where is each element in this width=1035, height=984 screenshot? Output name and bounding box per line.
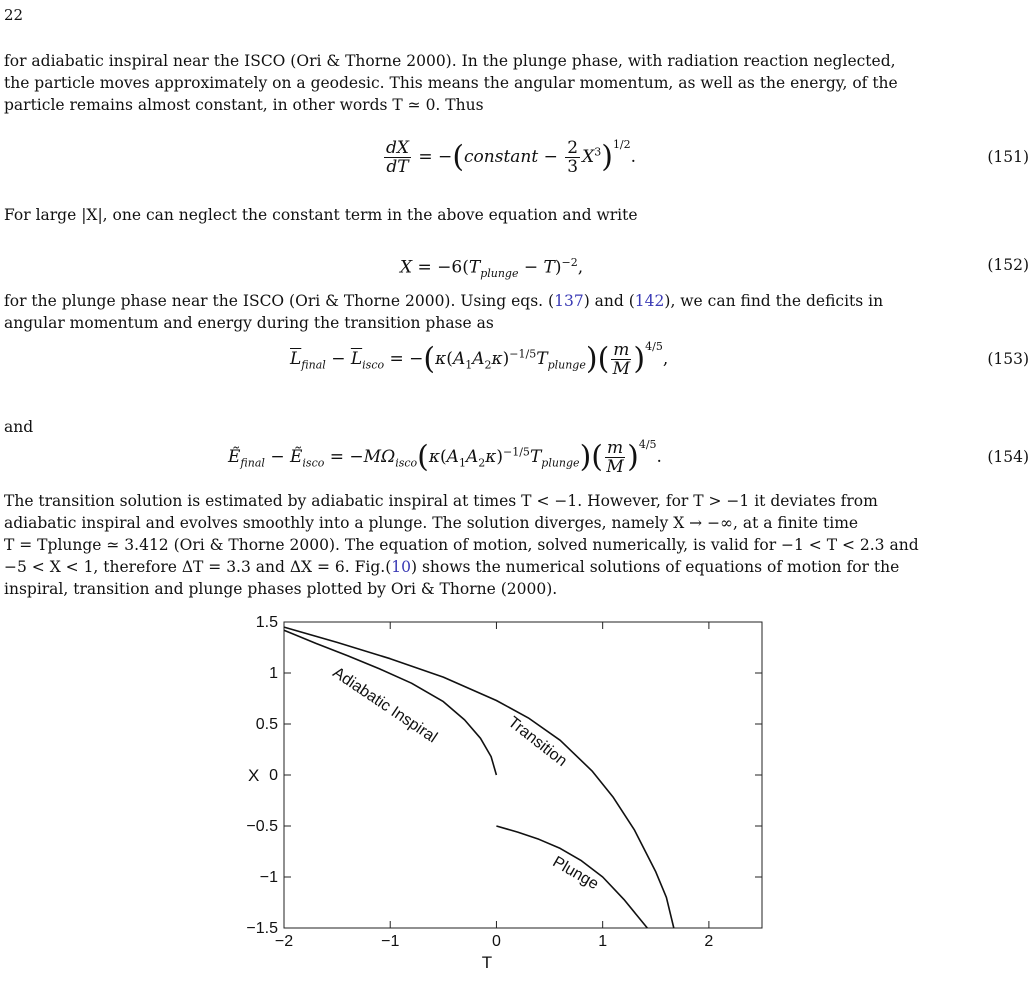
- page-number: 22: [4, 6, 24, 24]
- y-tick-label: 0: [269, 767, 278, 784]
- para4-line1: The transition solution is estimated by adiabatic inspiral at times T < −1. However, for T > −1 it deviates from: [4, 492, 878, 510]
- y-tick-label: 0.5: [255, 716, 278, 733]
- curve-label-transition: Transition: [504, 713, 570, 771]
- eq-ref-142[interactable]: 142: [634, 292, 665, 310]
- equation-151: [0, 138, 1035, 178]
- curve-label-plunge: Plunge: [549, 853, 602, 894]
- x-tick-label: 1: [598, 933, 608, 950]
- para1-line2: the particle moves approximately on a geodesic. This means the angular momentum, as well as the energy, of the: [4, 74, 898, 92]
- plot-frame: [284, 622, 762, 928]
- eq154-body: Ẽ$_{final}$ − Ẽ$_{isco}$ = $-M\Omega_{isco}(\kappa(A_1A_2\kappa)^{-1/5}T_{plunge})$( $\frac{m}{M}$ )$^{4/5}$.: [228, 438, 662, 477]
- eq-ref-137[interactable]: 137: [554, 292, 584, 310]
- y-tick-label: −0.5: [246, 818, 278, 835]
- x-axis-label: T: [481, 953, 493, 972]
- y-axis-label: X: [248, 766, 260, 785]
- para4-line2: adiabatic inspiral and evolves smoothly into a plunge. The solution diverges, namely X → −∞, at a finite time: [4, 514, 859, 532]
- x-tick-label: 0: [491, 933, 501, 950]
- y-tick-label: 1.5: [255, 614, 278, 631]
- y-tick-label: −1.5: [246, 920, 278, 937]
- x-tick-label: −1: [381, 933, 400, 950]
- para3-line2: angular momentum and energy during the transition phase as: [4, 314, 494, 332]
- curve-label-adiabatic-inspiral: Adiabatic Inspiral: [329, 664, 441, 747]
- paragraph-3: [4, 290, 1030, 334]
- eq153-body: $\overline{L}_{final} - \overline{L}_{isco} = -(\kappa(A_1A_2\kappa)^{-1/5}T_{plunge})$( $\frac{m}{M}$ )$^{4/5}$,: [290, 340, 669, 379]
- paragraph-4: [4, 490, 1030, 600]
- x-tick-label: −2: [274, 933, 294, 950]
- fig-ref-10[interactable]: 10: [391, 558, 411, 576]
- equation-153: [0, 340, 1035, 380]
- para3-line1: for the plunge phase near the ISCO (Ori & Thorne 2000). Using eqs. (137) and (142), we can find the deficits in: [4, 292, 884, 310]
- eq154-number: (154): [987, 448, 1029, 466]
- para2-line: For large |X|, one can neglect the constant term in the above equation and write: [4, 206, 638, 224]
- y-tick-label: 1: [269, 665, 278, 682]
- para4-line4: −5 < X < 1, therefore ΔT = 3.3 and ΔX = 6. Fig.(10) shows the numerical solutions of equations of motion for the: [4, 558, 900, 576]
- para1-line1: for adiabatic inspiral near the ISCO (Ori & Thorne 2000). In the plunge phase, with radiation reaction neglected,: [4, 52, 896, 70]
- para4-line5: inspiral, transition and plunge phases plotted by Ori & Thorne (2000).: [4, 580, 558, 598]
- x-tick-label: 2: [704, 933, 714, 950]
- eq153-number: (153): [987, 350, 1029, 368]
- paragraph-2: [4, 204, 1030, 226]
- equation-154: [0, 438, 1035, 478]
- and-text: and: [4, 418, 34, 436]
- eq151-body: $\frac{dX}{dT}$ = −(constant − $\frac{2}{3}$ $X^3)^{1/2}$.: [386, 138, 637, 177]
- y-tick-label: −1: [259, 869, 278, 886]
- eq151-number: (151): [987, 148, 1029, 166]
- eq152-body: $X = -6(T_{plunge} - T)^{-2}$,: [400, 256, 584, 281]
- figure-10-chart: [240, 610, 780, 980]
- eq152-number: (152): [987, 256, 1029, 274]
- para1-line3: particle remains almost constant, in other words T ≃ 0. Thus: [4, 96, 484, 114]
- paragraph-1: [4, 50, 1030, 116]
- para4-line3: T = Tplunge ≃ 3.412 (Ori & Thorne 2000). The equation of motion, solved numerically, is valid for −1 < T < 2.3 and: [4, 536, 919, 554]
